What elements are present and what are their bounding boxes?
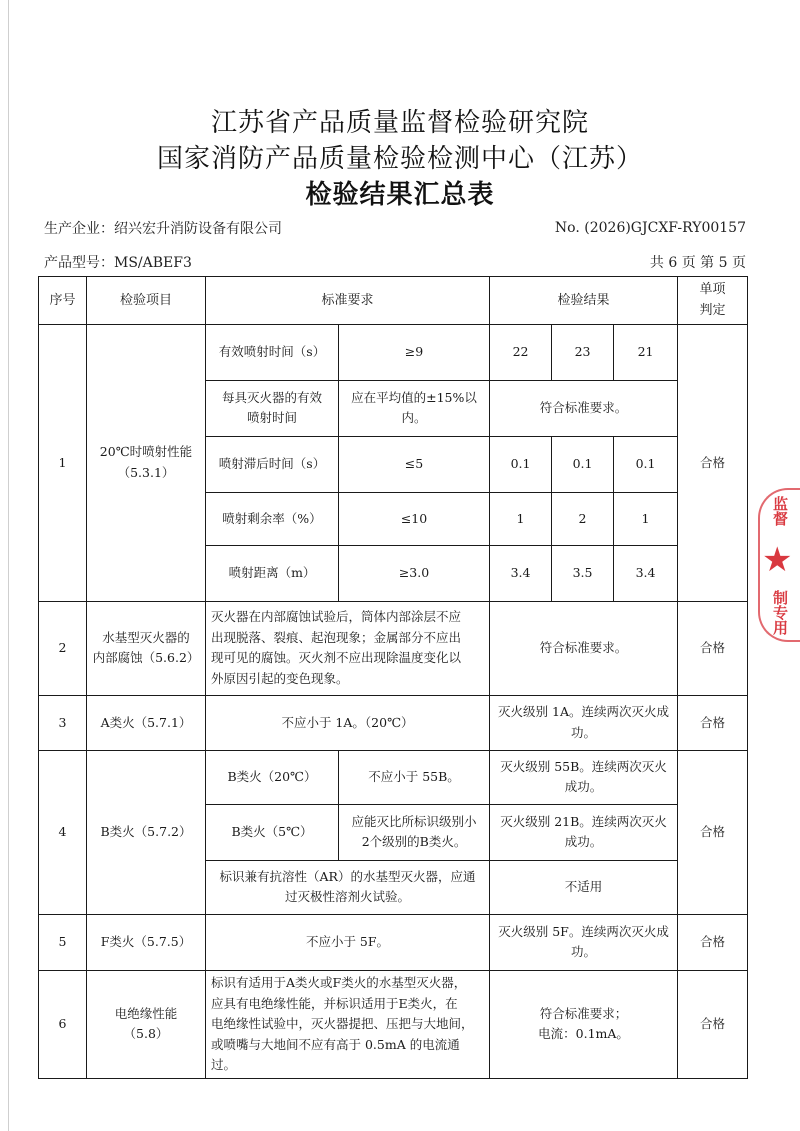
result-text: 符合标准要求； 电流：0.1mA。 <box>490 970 678 1078</box>
result-value: 3.4 <box>490 545 552 601</box>
product-model: 产品型号：MS/ABEF3 <box>44 255 192 271</box>
requirement-value: ≤5 <box>339 436 490 492</box>
center-title: 国家消防产品质量检验检测中心（江苏） <box>156 144 643 174</box>
test-item: B类火（5.7.2） <box>87 750 206 914</box>
institute-title: 江苏省产品质量监督检验研究院 <box>210 108 589 138</box>
result-text: 灭火级别 1A。连续两次灭火成 功。 <box>490 695 678 750</box>
header-row <box>39 277 748 325</box>
table-row <box>39 914 748 970</box>
result-value: 0.1 <box>490 436 552 492</box>
result-value: 21 <box>614 324 678 380</box>
requirement-value: 应在平均值的±15%以 内。 <box>339 380 490 436</box>
page-indicator: 共 6 页 第 5 页 <box>649 255 746 271</box>
verdict: 合格 <box>678 750 748 914</box>
requirement-text: 不应小于 5F。 <box>206 914 490 970</box>
test-item: F类火（5.7.5） <box>87 914 206 970</box>
results-table <box>38 276 748 1079</box>
verdict: 合格 <box>678 695 748 750</box>
sub-item-name: 喷射滞后时间（s） <box>206 436 339 492</box>
result-value: 3.5 <box>552 545 614 601</box>
result-text: 灭火级别 21B。连续两次灭火 成功。 <box>490 804 678 860</box>
verdict: 合格 <box>678 914 748 970</box>
result-value: 0.1 <box>552 436 614 492</box>
result-text: 不适用 <box>490 860 678 914</box>
row-number: 5 <box>39 914 87 970</box>
sub-item-name: B类火（20℃） <box>206 750 339 804</box>
result-value: 22 <box>490 324 552 380</box>
result-text: 灭火级别 5F。连续两次灭火成 功。 <box>490 914 678 970</box>
manufacturer: 生产企业：绍兴宏升消防设备有限公司 <box>44 221 282 237</box>
table-row <box>39 695 748 750</box>
verdict: 合格 <box>678 601 748 695</box>
header-result: 检验结果 <box>490 277 678 325</box>
test-item: 水基型灭火器的 内部腐蚀（5.6.2） <box>87 601 206 695</box>
result-value: 23 <box>552 324 614 380</box>
table-row <box>39 970 748 1078</box>
requirement-text: 标识兼有抗溶性（AR）的水基型灭火器，应通 过灭极性溶剂火试验。 <box>206 860 490 914</box>
header-verdict: 单项 判定 <box>678 277 748 325</box>
requirement-value: 应能灭比所标识级别小 2个级别的B类火。 <box>339 804 490 860</box>
verdict: 合格 <box>678 324 748 601</box>
row-number: 2 <box>39 601 87 695</box>
result-value: 2 <box>552 492 614 545</box>
result-value: 1 <box>490 492 552 545</box>
header-requirement: 标准要求 <box>206 277 490 325</box>
test-item: 电绝缘性能 （5.8） <box>87 970 206 1078</box>
verdict: 合格 <box>678 970 748 1078</box>
sub-item-name: 每具灭火器的有效 喷射时间 <box>206 380 339 436</box>
requirement-text: 标识有适用于A类火或F类火的水基型灭火器， 应具有电绝缘性能，并标识适用于E类火，在 电绝缘性试验中，灭火器提把、压把与大地间， 或喷嘴与大地间不应有高于 0.5mA 的电流通过。 <box>206 970 490 1078</box>
seal-star-icon: ★ <box>762 540 793 580</box>
requirement-value: ≥3.0 <box>339 545 490 601</box>
requirement-value: ≥9 <box>339 324 490 380</box>
sub-item-name: B类火（5℃） <box>206 804 339 860</box>
header-no: 序号 <box>39 277 87 325</box>
report-number: No. (2026)GJCXF-RY00157 <box>554 220 746 236</box>
report-title: 检验结果汇总表 <box>305 180 495 210</box>
table-row <box>39 601 748 695</box>
result-text: 符合标准要求。 <box>490 601 678 695</box>
seal-text-bottom: 制专用 <box>771 590 789 635</box>
result-text: 灭火级别 55B。连续两次灭火 成功。 <box>490 750 678 804</box>
sub-item-name: 喷射剩余率（%） <box>206 492 339 545</box>
row-number: 3 <box>39 695 87 750</box>
test-item: A类火（5.7.1） <box>87 695 206 750</box>
row-number: 1 <box>39 324 87 601</box>
header-item: 检验项目 <box>87 277 206 325</box>
seal-text-top: 监督 <box>771 496 789 526</box>
table-row <box>39 750 748 804</box>
sub-item-name: 有效喷射时间（s） <box>206 324 339 380</box>
table-row <box>39 324 748 380</box>
requirement-value: 不应小于 55B。 <box>339 750 490 804</box>
result-value: 1 <box>614 492 678 545</box>
result-value: 0.1 <box>614 436 678 492</box>
result-text: 符合标准要求。 <box>490 380 678 436</box>
row-number: 4 <box>39 750 87 914</box>
requirement-value: ≤10 <box>339 492 490 545</box>
requirement-text: 不应小于 1A。（20℃） <box>206 695 490 750</box>
test-item: 20℃时喷射性能 （5.3.1） <box>87 324 206 601</box>
sub-item-name: 喷射距离（m） <box>206 545 339 601</box>
row-number: 6 <box>39 970 87 1078</box>
result-value: 3.4 <box>614 545 678 601</box>
requirement-text: 灭火器在内部腐蚀试验后，筒体内部涂层不应 出现脱落、裂痕、起泡现象；金属部分不应出 现可见的腐蚀。灭火剂不应出现除温度变化以 外原因引起的变色现象。 <box>206 601 490 695</box>
